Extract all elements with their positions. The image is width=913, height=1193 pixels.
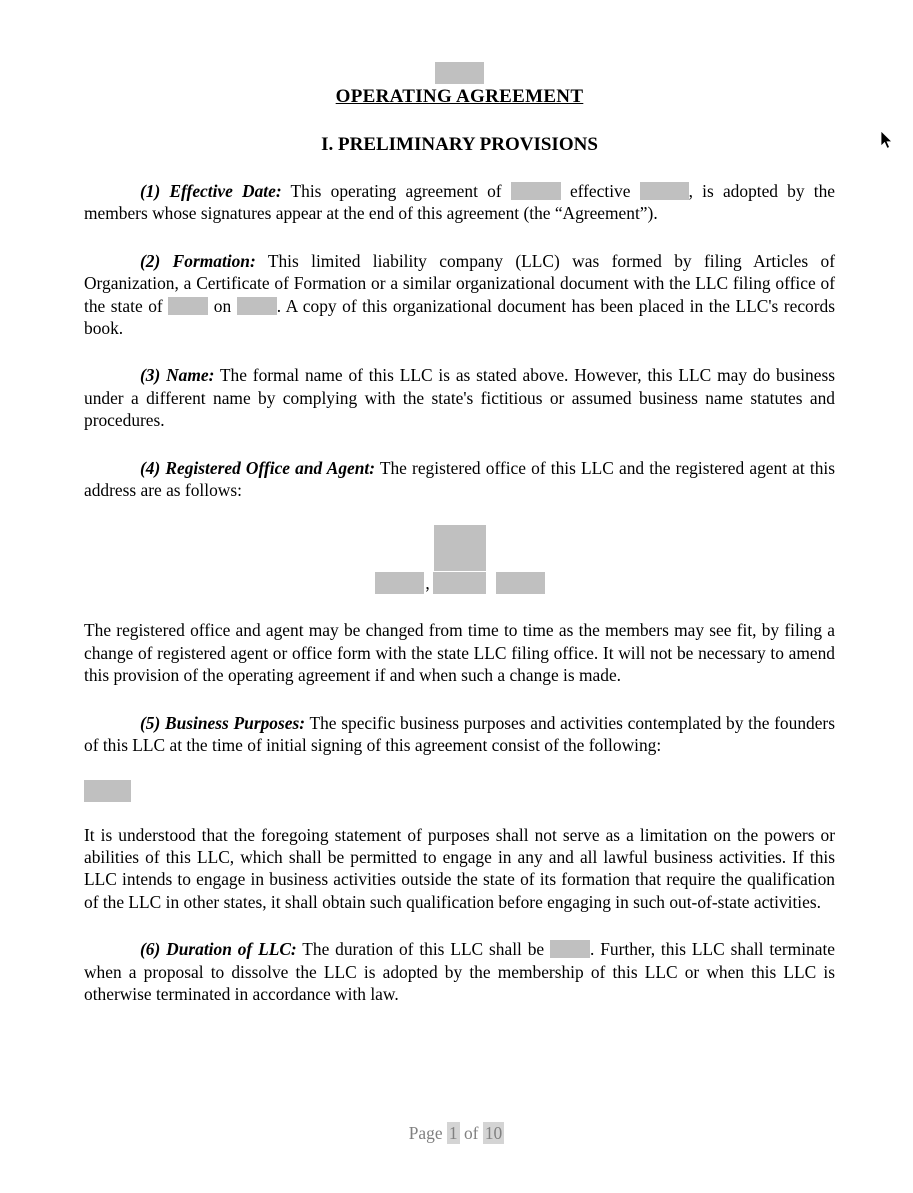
provision-2-text-between: on bbox=[208, 295, 237, 316]
provision-1-text-after: , is adopted by the members whose signatures appear at the end of this agreement (the “Agreement”). bbox=[84, 181, 836, 224]
address-comma: , bbox=[425, 573, 430, 594]
redaction-effective-date bbox=[640, 182, 689, 200]
redaction-business-purposes bbox=[84, 780, 131, 802]
section-heading: I. PRELIMINARY PROVISIONS bbox=[321, 134, 598, 155]
provision-1-text-between: effective bbox=[560, 181, 640, 201]
provision-4-lead: (4) Registered Office and Agent: bbox=[140, 457, 376, 478]
address-city-state-zip-line bbox=[84, 572, 835, 594]
provision-2-text-after: . A copy of this organizational document has been placed in the LLC's records book. bbox=[84, 295, 835, 339]
redaction-zip bbox=[496, 572, 545, 594]
page-title: OPERATING AGREEMENT bbox=[335, 86, 584, 107]
provision-3-text: The formal name of this LLC is as stated above. However, this LLC may do business under a different name by complying with the state's fictitious or assumed business name statutes and procedures. bbox=[84, 365, 835, 431]
title-block bbox=[84, 62, 835, 110]
provision-6-lead: (6) Duration of LLC: bbox=[140, 939, 297, 960]
redaction-formation-state bbox=[168, 297, 208, 315]
provision-1-lead: (1) Effective Date: bbox=[140, 181, 282, 201]
redaction-state bbox=[433, 572, 486, 594]
redaction-filing-date bbox=[237, 297, 277, 315]
provision-5-lead: (5) Business Purposes: bbox=[140, 712, 306, 733]
footer-current-page: 1 bbox=[448, 1123, 458, 1143]
provision-5-text: The specific business purposes and activities contemplated by the founders of this LLC at the time of initial signing of this agreement consist of the following: bbox=[84, 712, 835, 756]
provision-3-lead: (3) Name: bbox=[140, 365, 215, 386]
provision-1-text-before: This operating agreement of bbox=[281, 181, 511, 201]
registered-office-change-paragraph: The registered office and agent may be changed from time to time as the members may see fit, by filing a change of registered agent or office form with the state LLC filing office. It will not be necessary to amend this provision of the operating agreement if and when such a change is made. bbox=[84, 620, 835, 686]
purposes-limitation-paragraph: It is understood that the foregoing statement of purposes shall not serve as a limitation on the powers or abilities of this LLC, which shall be permitted to engage in any and all lawful business activities. If this LLC intends to engage in business activities outside the state of its formation that require the qualification of the LLC in other states, it shall obtain such qualification before engaging in such out-of-state activities. bbox=[84, 824, 835, 912]
page-footer bbox=[0, 1122, 913, 1144]
provision-5-business-purposes bbox=[84, 712, 835, 757]
provision-2-formation bbox=[84, 250, 835, 340]
redaction-agent-name bbox=[434, 525, 486, 571]
footer-total-pages: 10 bbox=[484, 1123, 503, 1143]
provision-6-duration bbox=[84, 938, 835, 1005]
registered-agent-address-block bbox=[84, 525, 835, 594]
document-body bbox=[84, 0, 835, 1005]
mouse-cursor bbox=[881, 131, 894, 150]
redaction-duration bbox=[550, 940, 590, 958]
provision-2-text-before: This limited liability company (LLC) was formed by filing Articles of Organization, a Certificate of Formation or a similar organizational document with the LLC filing office of the state of bbox=[84, 250, 835, 316]
redaction-city bbox=[375, 572, 424, 594]
provision-1-effective-date bbox=[84, 180, 835, 225]
provision-4-registered-office bbox=[84, 457, 835, 502]
footer-page-label: Page bbox=[408, 1123, 443, 1143]
provision-3-name bbox=[84, 364, 835, 431]
footer-of-label: of bbox=[463, 1123, 479, 1143]
provision-6-text-before: The duration of this LLC shall be bbox=[296, 939, 551, 960]
redaction-llc-name bbox=[511, 182, 561, 200]
provision-4-text: The registered office of this LLC and the registered agent at this address are as follows: bbox=[84, 457, 835, 501]
business-purposes-entry bbox=[84, 780, 835, 802]
provision-6-text-after: . Further, this LLC shall terminate when a proposal to dissolve the LLC is adopted by the membership of this LLC or when this LLC is otherwise terminated in accordance with law. bbox=[84, 939, 835, 1004]
provision-2-lead: (2) Formation: bbox=[140, 250, 256, 271]
title-redaction-box bbox=[435, 62, 484, 84]
